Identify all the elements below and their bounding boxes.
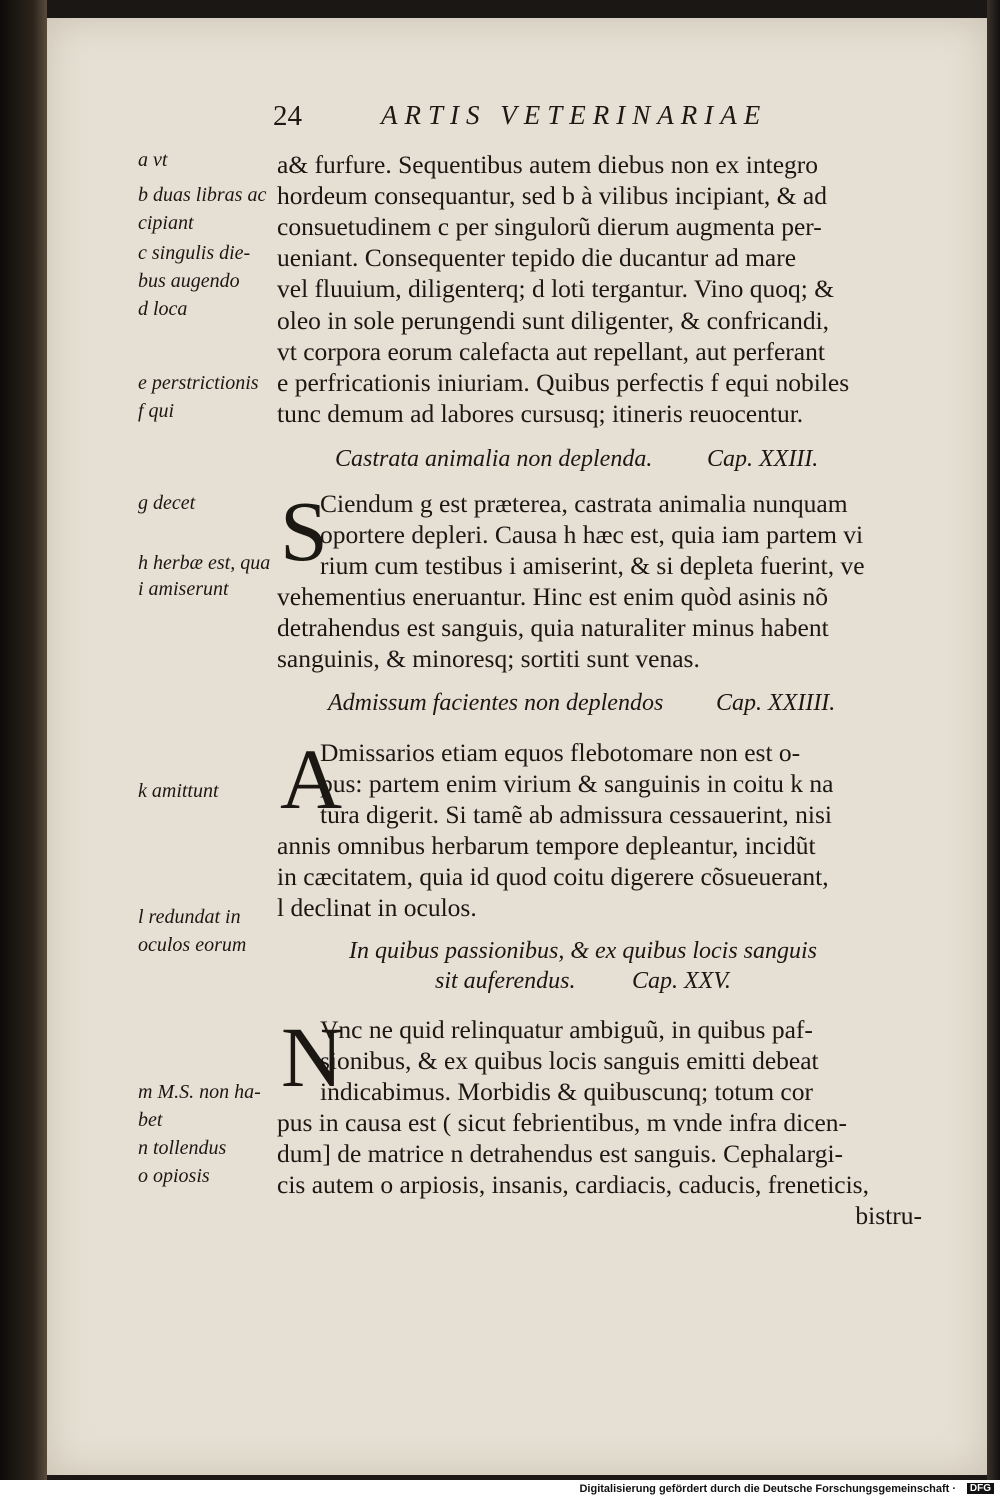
chapter-heading-continued: sit auferendus.: [435, 968, 576, 994]
running-title: ARTIS VETERINARIAE: [381, 100, 768, 130]
margin-note: a vt: [138, 149, 168, 171]
drop-initial: A: [280, 731, 343, 827]
margin-note: i amiserunt: [138, 578, 229, 600]
footer-text: Digitalisierung gefördert durch die Deutsche Forschungsgemeinschaft ·: [579, 1483, 956, 1495]
funding-footer: [0, 1480, 1000, 1499]
text-line: vehementius eneruantur. Hinc est enim quòd asinis nõ: [277, 582, 828, 611]
margin-note: b duas libras ac: [138, 184, 267, 206]
margin-note: bus augendo: [138, 270, 240, 292]
text-line: hordeum consequantur, sed b à vilibus incipiant, & ad: [277, 181, 827, 210]
margin-note: oculos eorum: [138, 934, 247, 956]
text-line: in cæcitatem, quia id quod coitu digerere cõsueuerant,: [277, 862, 829, 891]
text-line: Dmissarios etiam equos flebotomare non est o-: [320, 738, 801, 767]
margin-note: m M.S. non ha-: [138, 1081, 261, 1103]
drop-initial: N: [281, 1009, 344, 1105]
chapter-heading: In quibus passionibus, & ex quibus locis sanguis: [349, 938, 818, 964]
chapter-heading: Castrata animalia non deplenda.: [335, 446, 653, 472]
catchword: bistru-: [855, 1201, 922, 1230]
text-line: sionibus, & ex quibus locis sanguis emitti debeat: [320, 1046, 819, 1075]
text-line: vel fluuium, diligenterq; d loti tergantur. Vino quoq; &: [277, 274, 835, 303]
running-head: [273, 100, 913, 140]
margin-note: o opiosis: [138, 1165, 210, 1187]
text-line: vt corpora eorum calefacta aut repellant, aut perferant: [277, 337, 825, 366]
text-line: consuetudinem c per singulorũ dierum augmenta per-: [277, 212, 822, 241]
margin-note: d loca: [138, 298, 188, 320]
text-line: pus: partem enim virium & sanguinis in coitu k na: [320, 769, 834, 798]
margin-note: h herbæ est, qua: [138, 552, 271, 574]
text-line: sanguinis, & minoresq; sortiti sunt venas.: [277, 644, 700, 673]
text-line: annis omnibus herbarum tempore depleantur, incidũt: [277, 831, 816, 860]
chapter-number: Cap. XXIIII.: [716, 690, 836, 716]
margin-note: l redundat in: [138, 906, 241, 928]
margin-note: f qui: [138, 400, 175, 422]
text-line: e perfricationis iniuriam. Quibus perfectis f equi nobiles: [277, 368, 850, 397]
text-line: oportere depleri. Causa h hæc est, quia iam partem vi: [320, 520, 864, 549]
margin-note: k amittunt: [138, 780, 219, 802]
text-line: a& furfure. Sequentibus autem diebus non ex integro: [277, 150, 819, 179]
text-line: dum] de matrice n detrahendus est sanguis. Cephalargi-: [277, 1139, 844, 1168]
drop-initial: S: [280, 483, 328, 579]
text-line: cis autem o arpiosis, insanis, cardiacis, caducis, freneticis,: [277, 1170, 869, 1199]
chapter-number: Cap. XXV.: [632, 968, 731, 994]
page-number: 24: [273, 100, 302, 132]
chapter-heading: Admissum facientes non deplendos: [328, 690, 664, 716]
text-line: tura digerit. Si tamẽ ab admissura cessauerint, nisi: [320, 800, 832, 829]
margin-note: c singulis die-: [138, 242, 251, 264]
text-line: tunc demum ad labores cursusq; itineris reuocentur.: [277, 399, 804, 428]
page-edge: [987, 0, 1000, 1480]
margin-note: n tollendus: [138, 1137, 227, 1159]
dfg-logo: DFG: [967, 1483, 994, 1494]
binding-gutter: [0, 0, 47, 1480]
text-line: Ciendum g est præterea, castrata animalia nunquam: [320, 489, 848, 518]
text-line: ueniant. Consequenter tepido die ducantur ad mare: [277, 243, 797, 272]
margin-note: cipiant: [138, 212, 194, 234]
text-line: indicabimus. Morbidis & quibuscunq; totum cor: [320, 1077, 813, 1106]
text-line: detrahendus est sanguis, quia naturaliter minus habent: [277, 613, 829, 642]
text-line: Vnc ne quid relinquatur ambiguũ, in quibus paf-: [320, 1015, 813, 1044]
text-line: rium cum testibus i amiserint, & si depleta fuerint, ve: [320, 551, 865, 580]
text-line: l declinat in oculos.: [277, 893, 477, 922]
margin-note: g decet: [138, 492, 196, 514]
margin-note: e perstrictionis: [138, 372, 259, 394]
margin-note: bet: [138, 1109, 163, 1131]
text-line: oleo in sole perungendi sunt diligenter, & confricandi,: [277, 306, 830, 335]
text-line: pus in causa est ( sicut febrientibus, m vnde infra dicen-: [277, 1108, 848, 1137]
chapter-number: Cap. XXIII.: [707, 446, 819, 472]
